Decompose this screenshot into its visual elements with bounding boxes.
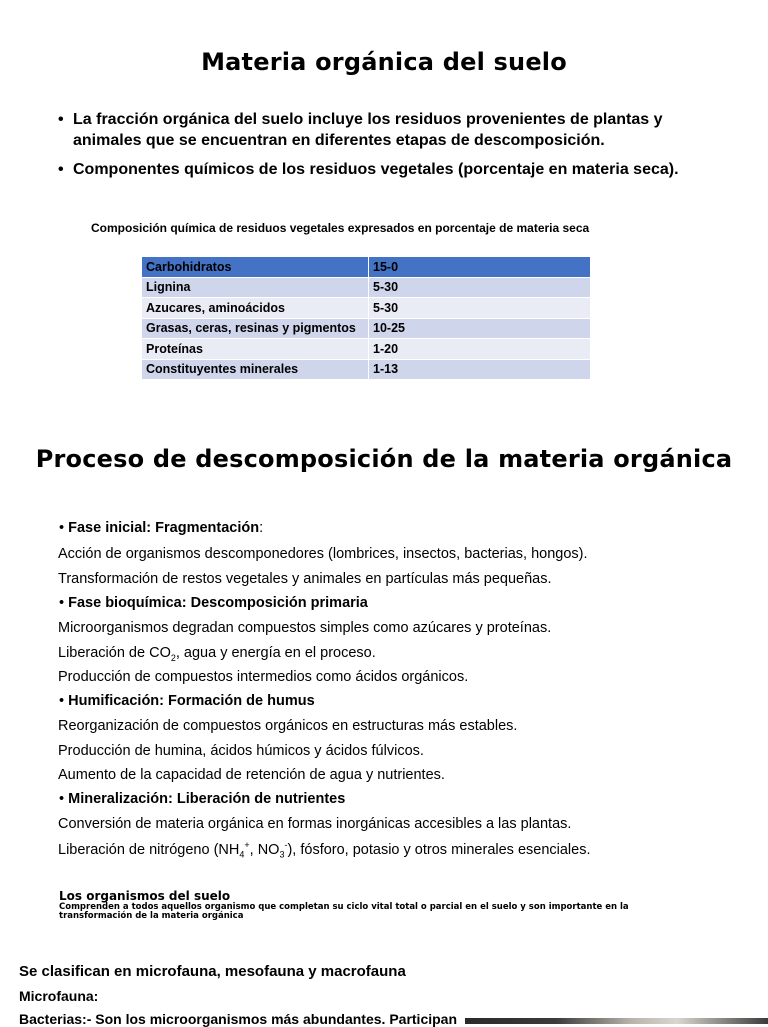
phase-title: Fase inicial: Fragmentación [68,520,260,536]
bullet-icon: • [59,693,69,709]
bullet-icon: • [59,595,69,611]
page-title: Materia orgánica del suelo [201,48,567,76]
table-cell-value: 5-30 [369,298,591,319]
classify-text: Se clasifican en microfauna, mesofauna y macrofauna [19,963,406,980]
bullet-icon: • [59,791,69,807]
phase-title: Humificación: Formación de humus [68,693,315,709]
bullet-item [58,159,698,180]
table-cell-name: Lignina [142,277,369,298]
table-cell-name: Azucares, aminoácidos [142,298,369,319]
table-cell-value: 5-30 [369,277,591,298]
subscript: 3 [279,849,285,860]
phase-line: Producción de humina, ácidos húmicos y ácidos fúlvicos. [58,743,424,759]
bullet-text: Componentes químicos de los residuos vegetales (porcentaje en materia seca). [73,161,679,178]
table-cell-value: 1-20 [369,339,591,360]
organisms-text: Comprenden a todos aquellos organismo que completan su ciclo vital total o parcial en el suelo y son importante en la transformación de la materia orgánica [59,902,629,921]
phase-line [58,645,376,663]
phase-line: Transformación de restos vegetales y animales en partículas más pequeñas. [58,571,552,587]
table-cell-value: 1-13 [369,359,591,380]
phase-line: Reorganización de compuestos orgánicos en estructuras más estables. [58,718,518,734]
table-row [142,339,591,360]
bullet-text: La fracción orgánica del suelo incluye los residuos provenientes de plantas y animales que se encuentran en diferentes etapas de descomposición. [73,111,663,149]
table-cell-name: Grasas, ceras, resinas y pigmentos [142,318,369,339]
bullet-icon: • [59,520,69,536]
phase-heading [59,791,345,807]
phase-title-suffix-text: : Descomposición primaria [181,595,368,611]
composition-table [141,256,591,380]
phase-line-text: ), fósforo, potasio y otros minerales esenciales. [287,841,591,858]
phase-line: Producción de compuestos intermedios como ácidos orgánicos. [58,669,469,685]
phase-heading [59,693,315,709]
soil-photo-image [465,1018,768,1024]
table-cell-value: 10-25 [369,318,591,339]
superscript: - [284,840,288,850]
phase-line-text: Liberación de CO [58,645,171,661]
phase-line: Aumento de la capacidad de retención de agua y nutrientes. [58,767,445,783]
subscript: 2 [170,652,176,663]
table-row [142,257,591,278]
phase-title: Mineralización: Liberación de nutrientes [68,791,346,807]
table-cell-value: 15-0 [369,257,591,278]
phase-line: Acción de organismos descomponedores (lombrices, insectos, bacterias, hongos). [58,546,588,562]
phase-line-text: Liberación de nitrógeno (NH [58,841,240,858]
bullet-icon: • [58,161,64,178]
phase-heading [59,595,368,611]
phase-line [58,840,591,860]
table-row [142,359,591,380]
microfauna-label: Microfauna: [19,988,99,1004]
phase-title: Fase bioquímica [68,595,182,611]
table-cell-name: Constituyentes minerales [142,359,369,380]
bacterias-text: Bacterias:- Son los microorganismos más abundantes. Participan [19,1011,458,1027]
table-row [142,318,591,339]
phase-line: Conversión de materia orgánica en formas inorgánicas accesibles a las plantas. [58,816,572,832]
subscript: 4 [239,849,245,860]
superscript: + [244,840,250,850]
section-title: Proceso de descomposición de la materia orgánica [35,445,733,473]
phase-heading [59,520,263,536]
phase-line-text: , NO [249,841,280,858]
phase-title-suffix: : [259,520,264,536]
table-caption: Composición química de residuos vegetales expresados en porcentaje de materia seca [91,221,590,235]
organisms-title: Los organismos del suelo [59,889,231,903]
table-row [142,277,591,298]
phase-title-suffix [182,595,368,611]
phase-line-text: , agua y energía en el proceso. [175,645,376,661]
bullet-item [58,109,698,151]
phase-line: Microorganismos degradan compuestos simples como azúcares y proteínas. [58,620,552,636]
table-row [142,298,591,319]
bullet-icon: • [58,111,64,128]
table-cell-name: Proteínas [142,339,369,360]
table-cell-name: Carbohidratos [142,257,369,278]
